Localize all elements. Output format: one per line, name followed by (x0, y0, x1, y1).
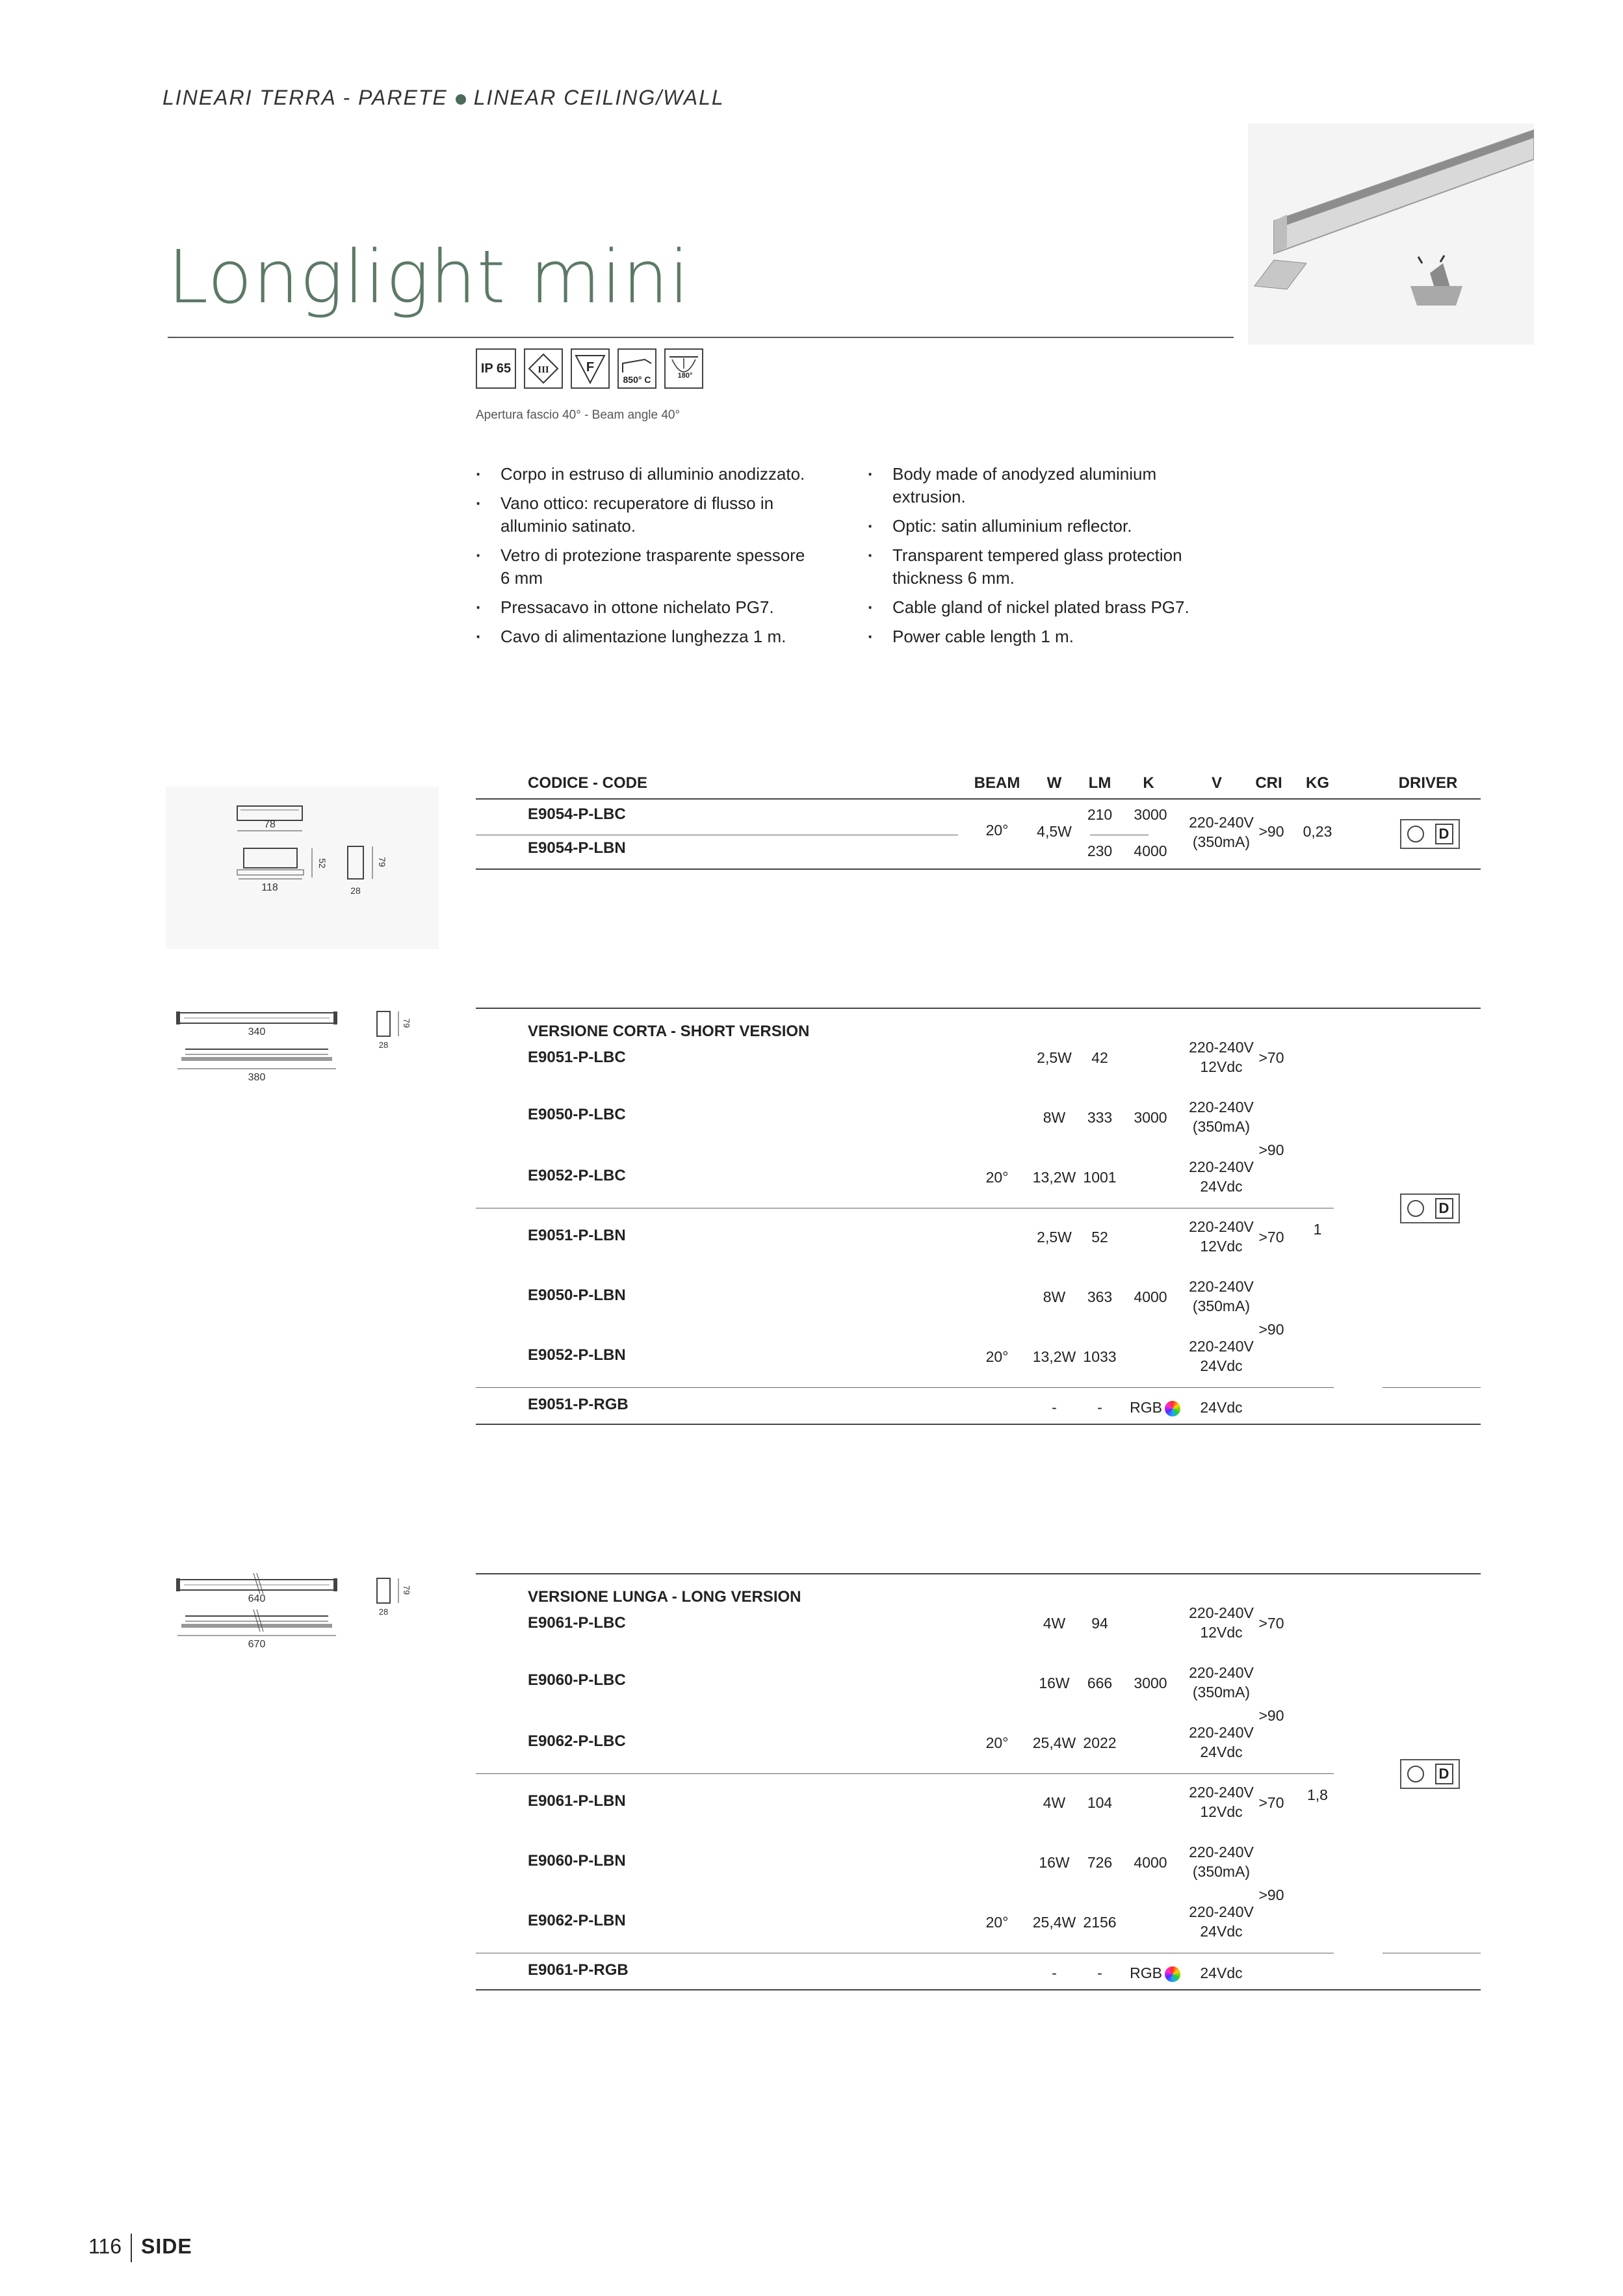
product-code: E9061-P-LBN (528, 1792, 626, 1810)
voltage-value: 24Vdc (1200, 1743, 1243, 1760)
product-code: E9061-P-LBC (528, 1614, 626, 1632)
cri-value: >90 (1258, 823, 1284, 840)
dim-base: 118 (261, 882, 278, 893)
technical-drawing-3 (166, 1568, 439, 1685)
voltage-value: 220-240V (1189, 814, 1254, 831)
glow-wire-label: 850° C (623, 374, 651, 385)
title-divider (168, 337, 1234, 338)
col-header-cri: CRI (1255, 774, 1282, 792)
class-iii-icon (524, 348, 563, 389)
beam-value: 20° (985, 1914, 1009, 1931)
watt-value: 4W (1043, 1794, 1066, 1811)
product-code: E9050-P-LBN (528, 1286, 626, 1304)
voltage-value: 220-240V (1189, 1278, 1254, 1295)
cri-value: >90 (1258, 1321, 1284, 1338)
driver-icon: D (1400, 819, 1460, 849)
lumen-value: 333 (1087, 1109, 1113, 1126)
voltage-value: (350mA) (1192, 1863, 1251, 1880)
dim-total-height: 79 (377, 857, 387, 867)
col-header-driver: DRIVER (1398, 774, 1458, 792)
voltage-value: 24Vdc (1200, 1964, 1243, 1981)
watt-value: 25,4W (1032, 1734, 1076, 1751)
kelvin-value: 4000 (1134, 1288, 1167, 1305)
voltage-value: 24Vdc (1200, 1357, 1243, 1374)
feature-item: · Optic: satin alluminium reflector. (868, 515, 1206, 538)
dim-depth: 28 (378, 1040, 389, 1050)
cri-value: >70 (1258, 1049, 1284, 1066)
watt-value: 4W (1043, 1615, 1066, 1632)
voltage-value: 220-240V (1189, 1338, 1254, 1355)
page-number: 116 (88, 2234, 122, 2258)
lumen-value: 42 (1091, 1049, 1108, 1066)
class-iii-label: III (538, 365, 549, 375)
dim-length: 340 (248, 1026, 266, 1037)
weight-value: 1 (1313, 1221, 1322, 1238)
feature-item: · Body made of anodyzed aluminium extrusion. (868, 463, 1206, 508)
lumen-value: 2022 (1083, 1734, 1117, 1751)
cri-value: >70 (1258, 1615, 1284, 1632)
section-title: VERSIONE LUNGA - LONG VERSION (528, 1588, 801, 1606)
product-code: E9061-P-RGB (528, 1961, 629, 1979)
voltage-value: 12Vdc (1200, 1803, 1243, 1820)
voltage-value: 12Vdc (1200, 1624, 1243, 1641)
feature-item: · Transparent tempered glass protection thickness 6 mm. (868, 544, 1206, 590)
feature-item: · Vano ottico: recuperatore di flusso in alluminio satinato. (476, 492, 814, 538)
feature-item: · Corpo in estruso di alluminio anodizzato. (476, 463, 814, 486)
product-code: E9051-P-LBC (528, 1049, 626, 1066)
watt-value: 16W (1039, 1854, 1070, 1871)
voltage-value: 12Vdc (1200, 1238, 1243, 1255)
watt-value: 2,5W (1037, 1049, 1072, 1066)
lumen-value: 726 (1087, 1854, 1113, 1871)
f-mark-label: F (586, 360, 595, 374)
voltage-value: 220-240V (1189, 1604, 1254, 1621)
technical-drawing-2 (166, 1001, 439, 1118)
feature-item: · Cable gland of nickel plated brass PG7. (868, 596, 1206, 619)
category-en: LINEAR CEILING/WALL (473, 86, 725, 109)
col-header-kg: KG (1306, 774, 1329, 792)
kelvin-value: 3000 (1134, 1109, 1167, 1126)
features-list-it (476, 463, 814, 655)
driver-icon: D (1400, 1759, 1460, 1789)
lumen-value: 94 (1091, 1615, 1108, 1632)
watt-value: 2,5W (1037, 1229, 1072, 1246)
col-header-w: W (1046, 774, 1062, 792)
lumen-value: 104 (1087, 1794, 1113, 1811)
product-code: E9052-P-LBC (528, 1167, 626, 1184)
product-code: E9062-P-LBN (528, 1912, 626, 1929)
voltage-value: 220-240V (1189, 1844, 1254, 1860)
voltage-value: (350mA) (1192, 1118, 1251, 1135)
product-code: E9052-P-LBN (528, 1346, 626, 1364)
voltage-value: 220-240V (1189, 1903, 1254, 1920)
voltage-value: 24Vdc (1200, 1923, 1243, 1940)
dim-depth: 28 (378, 1607, 389, 1617)
product-code: E9060-P-LBC (528, 1671, 626, 1689)
watt-value: - (1052, 1399, 1057, 1416)
watt-value: 25,4W (1032, 1914, 1076, 1931)
product-code: E9054-P-LBN (528, 839, 626, 857)
lumen-value: 230 (1087, 842, 1113, 859)
category-header (162, 86, 725, 110)
features-list-en (868, 463, 1206, 655)
rgb-color-icon (1165, 1401, 1180, 1416)
cri-value: >70 (1258, 1794, 1284, 1811)
dim-total-length: 380 (248, 1072, 266, 1083)
lumen-value: 2156 (1083, 1914, 1117, 1931)
dim-height: 79 (402, 1018, 411, 1028)
category-it: LINEARI TERRA - PARETE (162, 86, 448, 109)
col-header-code: CODICE - CODE (528, 774, 648, 792)
rgb-color-icon (1165, 1966, 1180, 1982)
certification-icons (476, 348, 703, 389)
product-table-short (476, 1008, 1481, 1430)
lumen-value: 52 (1091, 1229, 1108, 1246)
watt-value: 16W (1039, 1675, 1070, 1691)
cri-value: >70 (1258, 1229, 1284, 1246)
product-code: E9054-P-LBC (528, 805, 626, 823)
feature-item: · Pressacavo in ottone nichelato PG7. (476, 596, 814, 619)
product-table-long (476, 1573, 1481, 1996)
voltage-value: 220-240V (1189, 1158, 1254, 1175)
voltage-value: 220-240V (1189, 1784, 1254, 1801)
col-header-beam: BEAM (974, 774, 1020, 792)
cri-value: >90 (1258, 1886, 1284, 1903)
product-code: E9051-P-RGB (528, 1396, 629, 1413)
voltage-value: (350mA) (1192, 1684, 1251, 1701)
kelvin-value: 3000 (1134, 1675, 1167, 1691)
watt-value: 8W (1043, 1288, 1066, 1305)
product-table-compact (476, 774, 1481, 878)
ip65-icon: IP 65 (476, 348, 516, 389)
watt-value: 13,2W (1032, 1348, 1076, 1365)
voltage-value: 220-240V (1189, 1099, 1254, 1115)
voltage-value: (350mA) (1192, 1298, 1251, 1314)
dim-height: 79 (402, 1585, 411, 1595)
cri-value: >90 (1258, 1707, 1284, 1724)
watt-value: 13,2W (1032, 1169, 1076, 1186)
lumen-value: - (1097, 1964, 1102, 1981)
technical-drawing-1 (166, 787, 439, 949)
bullet-dot-icon (456, 94, 466, 105)
col-header-v: V (1211, 774, 1222, 792)
weight-value: 0,23 (1303, 823, 1332, 840)
beam-value: 20° (985, 822, 1009, 839)
beam-value: 20° (985, 1734, 1009, 1751)
lumen-value: 666 (1087, 1675, 1113, 1691)
kelvin-value: 3000 (1134, 806, 1167, 823)
cri-value: >90 (1258, 1141, 1284, 1158)
voltage-value: 220-240V (1189, 1039, 1254, 1056)
voltage-value: 12Vdc (1200, 1058, 1243, 1075)
lumen-value: 1033 (1083, 1348, 1117, 1365)
kelvin-value: 4000 (1134, 1854, 1167, 1871)
brand-name: SIDE (141, 2234, 192, 2258)
dim-width: 78 (264, 819, 276, 830)
dim-height: 52 (317, 858, 328, 868)
driver-icon: D (1400, 1194, 1460, 1223)
product-code: E9051-P-LBN (528, 1227, 626, 1244)
watt-value: 4,5W (1037, 823, 1072, 840)
footer-divider (131, 2234, 132, 2262)
product-title: Longlight mini (168, 235, 690, 320)
voltage-value: 220-240V (1189, 1724, 1254, 1741)
product-code: E9050-P-LBC (528, 1106, 626, 1123)
feature-item: · Power cable length 1 m. (868, 625, 1206, 648)
dim-depth: 28 (350, 885, 361, 896)
voltage-value: 220-240V (1189, 1218, 1254, 1235)
rgb-label: RGB (1123, 1398, 1188, 1417)
beam-value: 20° (985, 1348, 1009, 1365)
lumen-value: 1001 (1083, 1169, 1117, 1186)
dim-total-length: 670 (248, 1639, 266, 1650)
watt-value: 8W (1043, 1109, 1066, 1126)
product-code: E9060-P-LBN (528, 1852, 626, 1870)
beam-value: 20° (985, 1169, 1009, 1186)
voltage-value: 24Vdc (1200, 1399, 1243, 1416)
feature-item: · Vetro di protezione trasparente spessore 6 mm (476, 544, 814, 590)
beam-angle-note: Apertura fascio 40° - Beam angle 40° (476, 408, 681, 422)
page-footer (88, 2234, 192, 2262)
dim-length: 640 (248, 1593, 266, 1604)
section-title: VERSIONE CORTA - SHORT VERSION (528, 1023, 810, 1040)
voltage-value: (350mA) (1192, 833, 1251, 850)
glow-wire-850-icon (617, 348, 656, 389)
product-code: E9062-P-LBC (528, 1732, 626, 1750)
col-header-k: K (1143, 774, 1154, 792)
product-photo (1248, 124, 1534, 345)
rotation-label: 180° (677, 372, 693, 380)
weight-value: 1,8 (1307, 1786, 1328, 1803)
rotation-180-icon (664, 348, 703, 389)
watt-value: - (1052, 1964, 1057, 1981)
lumen-value: 210 (1087, 806, 1113, 823)
kelvin-value: 4000 (1134, 842, 1167, 859)
lumen-value: 363 (1087, 1288, 1113, 1305)
f-mark-icon (571, 348, 610, 389)
voltage-value: 24Vdc (1200, 1178, 1243, 1195)
voltage-value: 220-240V (1189, 1664, 1254, 1681)
lumen-value: - (1097, 1399, 1102, 1416)
rgb-label: RGB (1123, 1963, 1188, 1983)
feature-item: · Cavo di alimentazione lunghezza 1 m. (476, 625, 814, 648)
col-header-lm: LM (1088, 774, 1111, 792)
